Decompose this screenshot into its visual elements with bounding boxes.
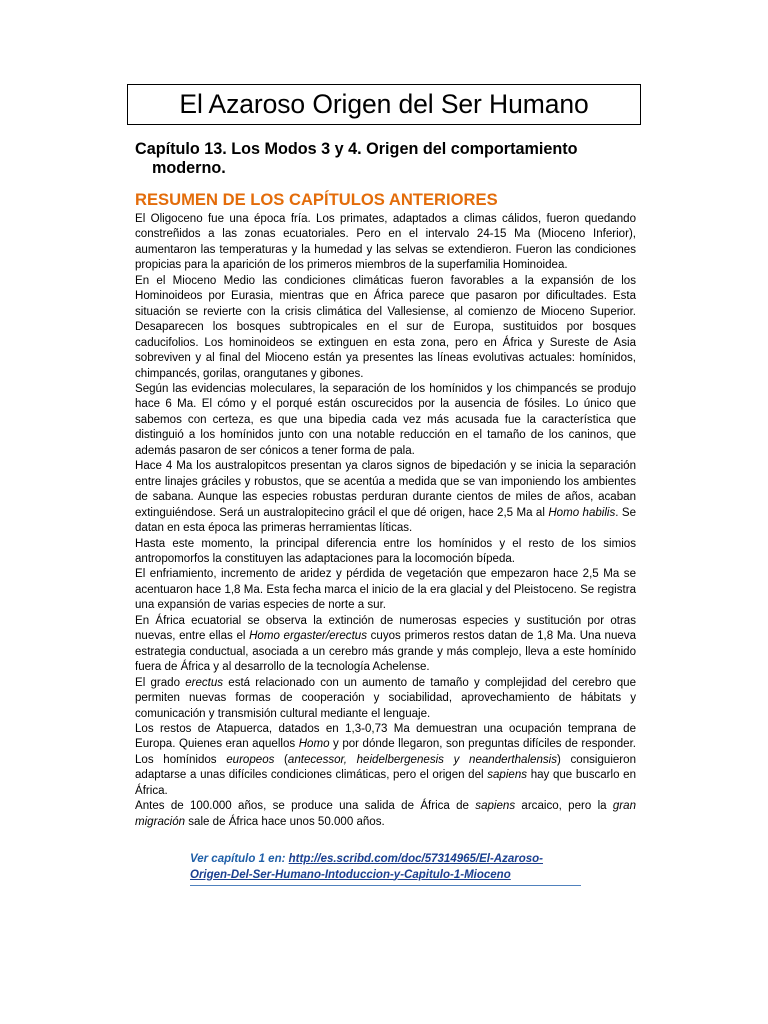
document-title: El Azaroso Origen del Ser Humano bbox=[179, 89, 589, 120]
paragraph-text: En África ecuatorial se observa la extinción de numerosas especies y sustitución por otras nuevas, entre ellas el bbox=[135, 614, 636, 643]
italic-term: europeos bbox=[226, 753, 275, 766]
paragraph-text: sale de África hace unos 50.000 años. bbox=[185, 815, 385, 828]
paragraph-text: Hace 4 Ma los australopitcos presentan ya claros signos de bipedación y se inicia la separación entre linajes gráciles y robustos, que se acentúa a medida que se van imponiendo los ambientes de sabana. Aunque las especies robustas perduran durante cientos de miles de años, acaban extinguiéndose. Será un australopitecino grácil el que dé origen, hace 2,5 Ma al bbox=[135, 460, 636, 519]
body-paragraph bbox=[135, 537, 636, 568]
body-paragraph bbox=[135, 722, 636, 799]
reference-link-part-2[interactable]: Origen-Del-Ser-Humano-Intoduccion-y-Capitulo-1-Mioceno bbox=[190, 868, 511, 881]
italic-term: sapiens bbox=[475, 800, 516, 813]
paragraph-text: hay que buscarlo en África. bbox=[135, 769, 636, 797]
reference-link-part-1[interactable]: http://es.scribd.com/doc/57314965/El-Azaroso- bbox=[288, 853, 543, 865]
reference-divider bbox=[190, 885, 581, 886]
italic-term: Homo bbox=[298, 738, 330, 751]
italic-term: Homo ergaster/erectus bbox=[249, 630, 367, 643]
paragraph-text: En el Mioceno Medio las condiciones climáticas fueron favorables a la expansión de los Hominoideos por Eurasia, mientras que en África parece que pasaron por dificultades. Esta situación se revierte con la crisis climática del Vallesiense, al comienzo de Mioceno Superior. Desaparecen los bosques subtropicales en el sur de Europa, sustituidos por bosques caducifolios. Los hominoideos se extinguen en esta zona, pero en África y Sureste de Asia sobreviven y al final del Mioceno están ya presentes las líneas evolutivas actuales: homínidos, chimpancés, gorilas, orangutanes y gibones. bbox=[135, 274, 636, 380]
body-paragraph bbox=[135, 614, 636, 676]
body-paragraph bbox=[135, 382, 636, 459]
body-paragraph bbox=[135, 799, 636, 830]
italic-term: erectus bbox=[185, 676, 224, 689]
body-paragraph bbox=[135, 676, 636, 722]
paragraph-text: El Oligoceno fue una época fría. Los primates, adaptados a climas cálidos, fueron quedando constreñidos a las zonas ecuatoriales. Pero en el intervalo 24-15 Ma (Mioceno Inferior), aumentaron las temperaturas y la humedad y las selvas se extendieron. Fueron las condiciones propicias para la aparición de los primeros miembros de la superfamilia Hominoidea. bbox=[135, 213, 636, 272]
paragraph-text: Según las evidencias moleculares, la separación de los homínidos y los chimpancés se produjo hace 6 Ma. El cómo y el porqué están oscurecidos por la ausencia de fósiles. Lo único que sabemos con certeza, es que una bipedia cada vez más acusada fue la característica que distinguió a los homínidos junto con una notable reducción en el tamaño de los caninos, que además pasaron de ser cónicos a tener forma de pala. bbox=[135, 382, 636, 457]
chapter-heading-line-1: Capítulo 13. Los Modos 3 y 4. Origen del comportamiento bbox=[135, 140, 578, 158]
summary-body bbox=[135, 212, 636, 830]
paragraph-text: está relacionado con un aumento de tamaño y complejidad del cerebro que permiten nuevas formas de cooperación y sociabilidad, aprovechamiento de hábitats y comunicación y transmisión cultural mediante el lenguaje. bbox=[135, 676, 636, 720]
chapter-heading bbox=[135, 140, 635, 178]
body-paragraph bbox=[135, 274, 636, 382]
paragraph-text: . Se datan en esta época las primeras herramientas líticas. bbox=[135, 506, 636, 535]
body-paragraph bbox=[135, 212, 636, 274]
paragraph-text: cuyos primeros restos datan de 1,8 Ma. Una nueva estrategia conductual, asociada a un cerebro más grande y más complejo, lleva a este homínido fuera de África y al desarrollo de la tecnología Achelense. bbox=[135, 630, 636, 674]
italic-term: sapiens bbox=[487, 769, 528, 782]
paragraph-text: ) consiguieron adaptarse a unas difíciles condiciones climáticas, pero el origen del bbox=[135, 753, 636, 782]
reference-prefix: Ver capítulo 1 en: bbox=[190, 853, 289, 865]
section-heading: RESUMEN DE LOS CAPÍTULOS ANTERIORES bbox=[135, 190, 498, 209]
body-paragraph bbox=[135, 567, 636, 613]
paragraph-text: Hasta este momento, la principal diferencia entre los homínidos y el resto de los simios antropomorfos la constituyen las adaptaciones para la locomoción bípeda. bbox=[135, 537, 636, 565]
italic-term: gran migración bbox=[135, 800, 636, 828]
paragraph-text: y por dónde llegaron, son preguntas difíciles de responder. Los homínidos bbox=[135, 738, 636, 766]
paragraph-text: El grado bbox=[135, 676, 186, 689]
paragraph-text: El enfriamiento, incremento de aridez y pérdida de vegetación que empezaron hace 2,5 Ma se acentuaron hace 1,8 Ma. Esta fecha marca el inicio de la era glacial y del Pleistoceno. Se registra una expansión de varias especies de norte a sur. bbox=[135, 568, 636, 612]
italic-term: antecessor, heidelbergenesis y neanderthalensis bbox=[287, 753, 557, 766]
paragraph-text: Los restos de Atapuerca, datados en 1,3-0,73 Ma demuestran una ocupación temprana de Europa. Quienes eran aquellos bbox=[135, 722, 636, 751]
paragraph-text: arcaico, pero la bbox=[515, 800, 613, 813]
paragraph-text: Antes de 100.000 años, se produce una salida de África de bbox=[135, 800, 476, 813]
italic-term: Homo habilis bbox=[548, 506, 616, 519]
paragraph-text: ( bbox=[274, 753, 288, 766]
body-paragraph bbox=[135, 459, 636, 536]
reference-note bbox=[190, 852, 590, 883]
chapter-heading-line-2: moderno. bbox=[152, 159, 226, 177]
title-box bbox=[127, 84, 641, 125]
